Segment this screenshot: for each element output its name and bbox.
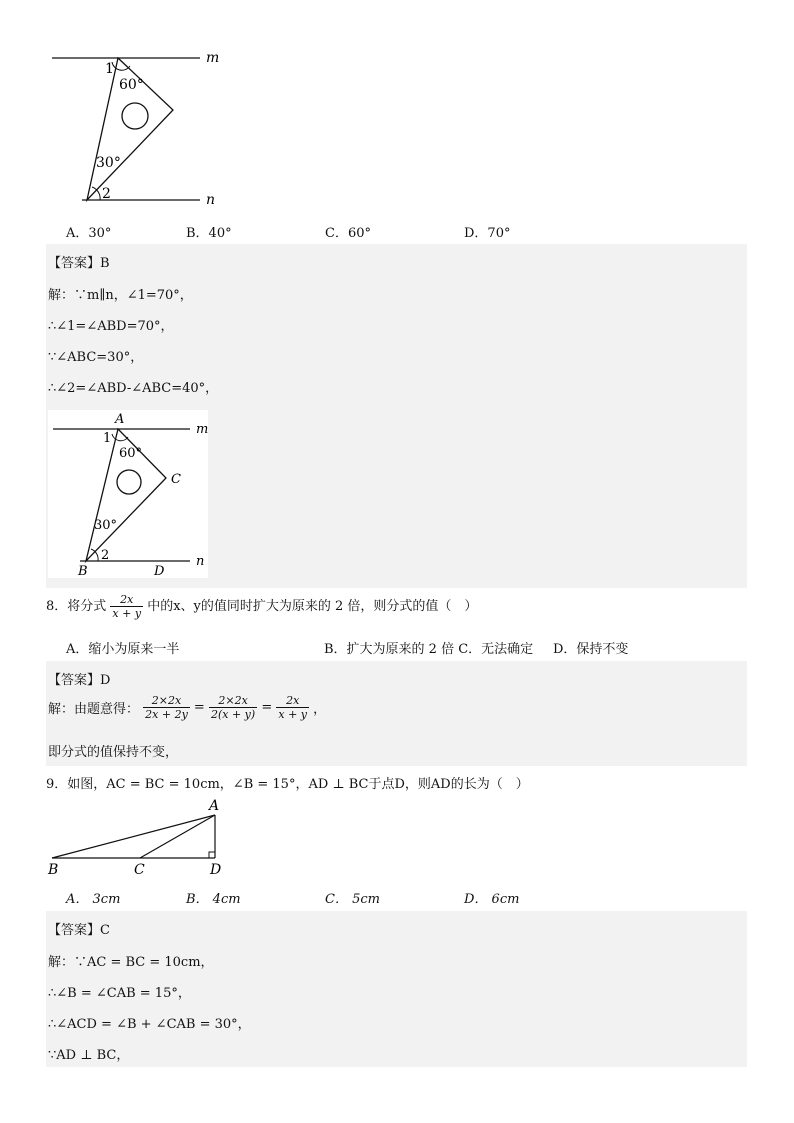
fraction-denominator: 2x + 2y bbox=[145, 708, 188, 721]
label-D: D bbox=[210, 862, 222, 878]
fraction-denominator: x + y bbox=[278, 708, 308, 721]
label-angle1: 1 bbox=[105, 61, 114, 77]
label-m: m bbox=[196, 422, 208, 437]
option-b[interactable]: B． 4cm bbox=[186, 892, 241, 907]
figure-parallel-lines-triangle bbox=[40, 40, 240, 215]
option-c[interactable]: C．60° bbox=[325, 226, 371, 241]
answer-label: 【答案】C bbox=[48, 923, 110, 938]
fraction-3 bbox=[276, 694, 309, 721]
figure-solution-labeled bbox=[48, 410, 208, 578]
solution-line-4: ∵AD ⊥ BC， bbox=[48, 1048, 130, 1063]
q8-fraction bbox=[110, 593, 143, 620]
fraction-numerator: 2x bbox=[120, 593, 134, 606]
solution-line-1: 解：由题意得： $\frac{2\times 2x}{2x + 2y}$ = $\frac{2\times 2x}{2(x + y)}$ = $\frac{2x}{x + y}$ ， bbox=[48, 694, 327, 721]
label-30: 30° bbox=[96, 155, 121, 171]
label-60: 60° bbox=[119, 446, 143, 461]
solution-line-1: 解：∵AC = BC = 10cm， bbox=[48, 955, 214, 970]
option-c[interactable]: C． 5cm bbox=[325, 892, 380, 907]
solution-line-3: ∴∠ACD = ∠B + ∠CAB = 30°， bbox=[48, 1017, 251, 1032]
solution-line-2: 即分式的值保持不变， bbox=[48, 745, 179, 760]
answer-block-q7 bbox=[46, 244, 747, 588]
answer-block-q8 bbox=[46, 661, 747, 766]
fraction-2 bbox=[209, 694, 257, 721]
fraction-numerator: 2×2x bbox=[151, 694, 182, 707]
label-60: 60° bbox=[119, 77, 144, 93]
solution-line-2: ∴∠1=∠ABD=70°， bbox=[48, 319, 174, 334]
answer-label: 【答案】B bbox=[48, 256, 110, 271]
option-a[interactable]: A．缩小为原来一半 bbox=[66, 642, 180, 657]
option-b[interactable]: B．40° bbox=[186, 226, 232, 241]
fraction-denominator: x + y bbox=[112, 607, 142, 620]
fraction-numerator: 2x bbox=[286, 694, 300, 707]
answer-block-q9 bbox=[46, 911, 747, 1067]
option-b-c[interactable]: B．扩大为原来的 2 倍 C．无法确定 bbox=[324, 642, 534, 657]
option-d[interactable]: D． 6cm bbox=[464, 892, 520, 907]
solution-line-1: 解：∵m∥n，∠1=70°， bbox=[48, 288, 193, 303]
right-angle-mark bbox=[209, 852, 215, 858]
label-angle2: 2 bbox=[102, 186, 111, 202]
option-a[interactable]: A．30° bbox=[66, 226, 112, 241]
segment-ca bbox=[140, 815, 215, 858]
fraction-1 bbox=[143, 694, 190, 721]
question-8 bbox=[46, 593, 477, 620]
option-a[interactable]: A． 3cm bbox=[66, 892, 121, 907]
figure-triangle-abd bbox=[44, 795, 234, 880]
label-B: B bbox=[48, 862, 59, 878]
option-d[interactable]: D．70° bbox=[464, 226, 511, 241]
segment-ba bbox=[52, 815, 215, 858]
solution-line-4: ∴∠2=∠ABD-∠ABC=40°， bbox=[48, 381, 219, 396]
question-9: 9．如图，AC = BC = 10cm，∠B = 15°，AD ⊥ BC于点D，则AD的长为（ ） bbox=[46, 777, 529, 792]
label-D: D bbox=[154, 564, 165, 578]
ruler-hole bbox=[117, 470, 141, 494]
label-n: n bbox=[196, 554, 205, 569]
ruler-hole bbox=[122, 103, 148, 129]
label-m: m bbox=[206, 50, 220, 66]
fraction-numerator: 2×2x bbox=[218, 694, 248, 707]
answer-label: 【答案】D bbox=[48, 673, 111, 688]
solution-line-3: ∵∠ABC=30°， bbox=[48, 350, 144, 365]
solution-line-2: ∴∠B = ∠CAB = 15°， bbox=[48, 986, 191, 1001]
label-C: C bbox=[134, 862, 145, 878]
label-angle2: 2 bbox=[101, 548, 110, 563]
label-n: n bbox=[206, 192, 216, 208]
label-C: C bbox=[171, 472, 181, 487]
fraction-denominator: 2(x + y) bbox=[210, 708, 256, 721]
option-d[interactable]: D．保持不变 bbox=[553, 642, 629, 657]
label-angle1: 1 bbox=[103, 431, 112, 446]
label-A: A bbox=[209, 798, 220, 814]
label-A: A bbox=[115, 412, 125, 427]
q8-prefix: 8．将分式 bbox=[46, 599, 107, 614]
q8-suffix: 中的x、y的值同时扩大为原来的 2 倍，则分式的值（ ） bbox=[147, 599, 478, 614]
label-B: B bbox=[78, 564, 88, 578]
solution-prefix: 解：由题意得： bbox=[48, 702, 140, 717]
label-30: 30° bbox=[94, 518, 118, 533]
